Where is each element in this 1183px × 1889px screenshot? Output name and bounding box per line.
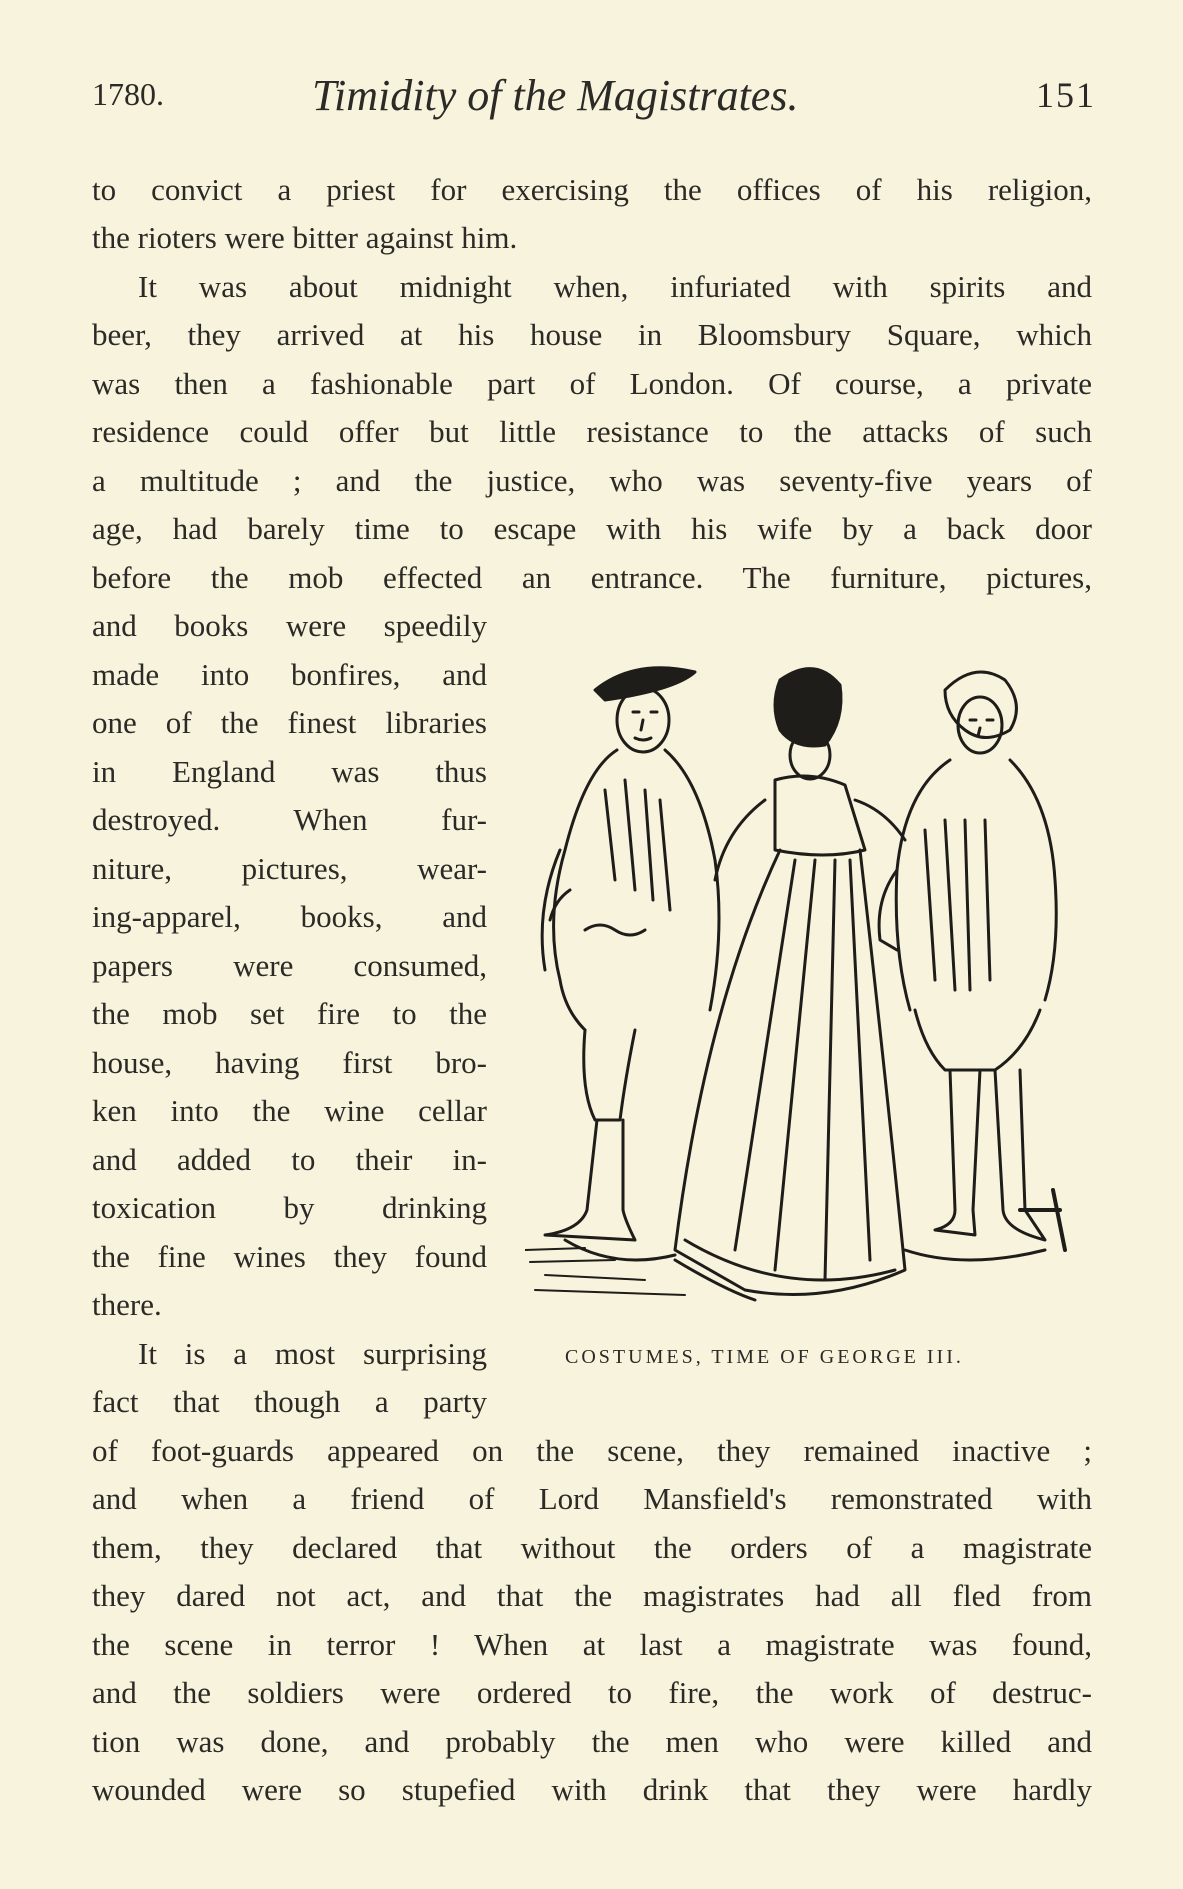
text-line: beer, they arrived at his house in Bloomsbury Square, which <box>92 317 1092 352</box>
text-line: to convict a priest for exercising the offices of his religion, <box>92 172 1092 207</box>
text-line: wounded were so stupefied with drink that they were hardly <box>92 1772 1092 1807</box>
text-line: It was about midnight when, infuriated with spirits and <box>138 269 1092 304</box>
text-line: ken into the wine cellar <box>92 1093 487 1128</box>
figure-caption: COSTUMES, TIME OF GEORGE III. <box>565 1346 964 1368</box>
text-line: It is a most surprising <box>138 1336 487 1371</box>
text-line: destroyed. When fur- <box>92 802 487 837</box>
left-gentleman-figure <box>542 668 719 1260</box>
running-header <box>92 70 1096 130</box>
text-line: in England was thus <box>92 754 487 789</box>
text-line: they dared not act, and that the magistrates had all fled from <box>92 1578 1092 1613</box>
text-line: niture, pictures, wear- <box>92 851 487 886</box>
text-line: house, having first bro- <box>92 1045 487 1080</box>
header-title: Timidity of the Magistrates. <box>312 71 799 120</box>
page-number: 151 <box>1036 75 1096 115</box>
header-year: 1780. <box>92 76 164 112</box>
text-line: and the soldiers were ordered to fire, the work of destruc- <box>92 1675 1092 1710</box>
text-line: the mob set fire to the <box>92 996 487 1031</box>
text-line: fact that though a party <box>92 1384 487 1419</box>
text-line: ing-apparel, books, and <box>92 899 487 934</box>
text-line: the scene in terror ! When at last a magistrate was found, <box>92 1627 1092 1662</box>
text-line: residence could offer but little resistance to the attacks of such <box>92 414 1092 449</box>
text-line: them, they declared that without the orders of a magistrate <box>92 1530 1092 1565</box>
text-line: and added to their in- <box>92 1142 487 1177</box>
right-gentleman-figure <box>879 672 1065 1260</box>
text-line: and books were speedily <box>92 608 487 643</box>
text-line: papers were consumed, <box>92 948 487 983</box>
text-line: the fine wines they found <box>92 1239 487 1274</box>
text-line: age, had barely time to escape with his wife by a back door <box>92 511 1092 546</box>
costume-illustration <box>525 650 1070 1320</box>
text-line: there. <box>92 1287 162 1322</box>
text-line: of foot-guards appeared on the scene, they remained inactive ; <box>92 1433 1092 1468</box>
text-line: tion was done, and probably the men who were killed and <box>92 1724 1092 1759</box>
text-line: before the mob effected an entrance. The furniture, pictures, <box>92 560 1092 595</box>
text-line: was then a fashionable part of London. Of course, a private <box>92 366 1092 401</box>
text-line: one of the finest libraries <box>92 705 487 740</box>
text-line: a multitude ; and the justice, who was seventy-five years of <box>92 463 1092 498</box>
text-line: made into bonfires, and <box>92 657 487 692</box>
text-line: and when a friend of Lord Mansfield's remonstrated with <box>92 1481 1092 1516</box>
center-lady-figure <box>675 669 905 1300</box>
text-line: the rioters were bitter against him. <box>92 220 518 255</box>
text-line: toxication by drinking <box>92 1190 487 1225</box>
